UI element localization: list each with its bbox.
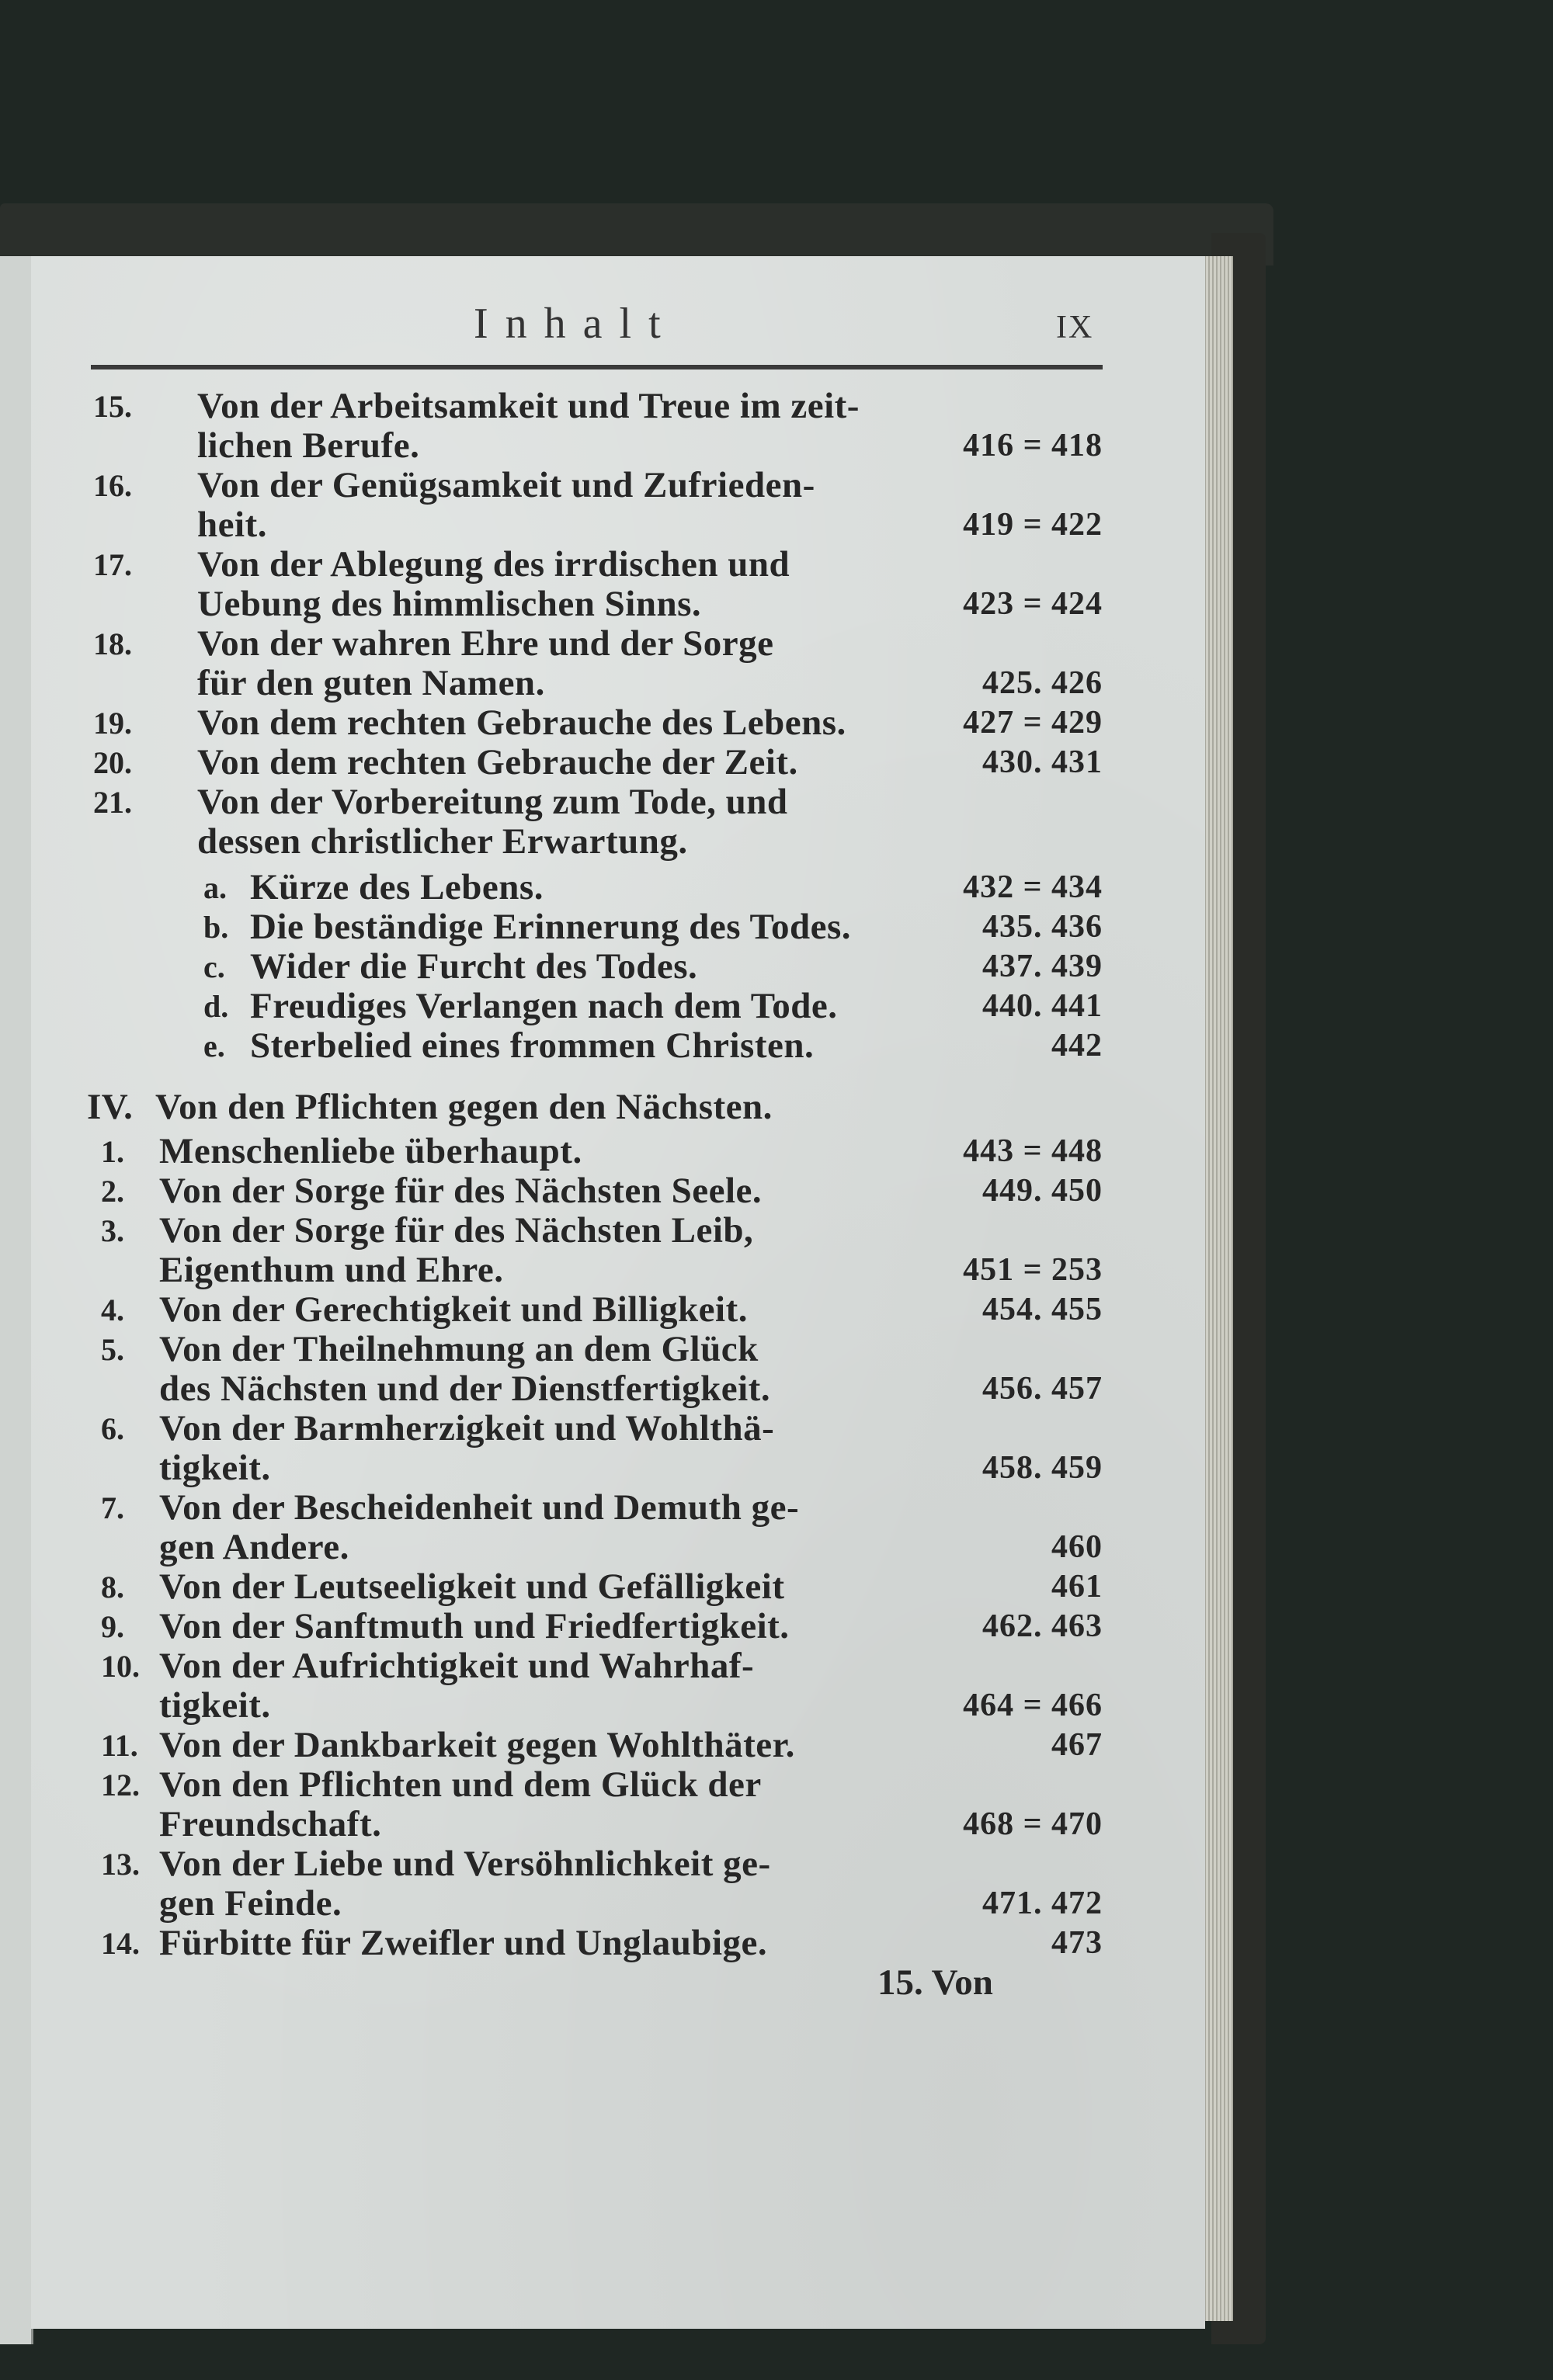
header-rule [91, 365, 1103, 369]
subentry-letter: a. [203, 870, 227, 905]
toc-line [0, 1290, 1242, 1330]
subentry-letter: e. [203, 1029, 225, 1063]
entry-title: Von der Sorge für des Nächsten Seele. [159, 1171, 763, 1211]
toc-line [0, 1026, 1242, 1066]
entry-number: 1. [101, 1134, 124, 1169]
subentry-pages: 435. 436 [982, 909, 1103, 945]
entry-number: 20. [93, 745, 132, 780]
entry-title: Von der Liebe und Versöhnlichkeit ge- [159, 1844, 771, 1884]
entry-title: Von der Leutseeligkeit und Gefälligkeit [159, 1566, 785, 1607]
toc-line [0, 1409, 1242, 1448]
toc-line [0, 868, 1242, 907]
entry-title: gen Andere. [159, 1527, 349, 1567]
toc-line [0, 1805, 1242, 1844]
entry-title: Von der Sorge für des Nächsten Leib, [159, 1210, 754, 1251]
toc-line [0, 1607, 1242, 1646]
entry-pages: 451 = 253 [963, 1252, 1103, 1288]
entry-title: tigkeit. [159, 1685, 271, 1726]
toc-line [0, 387, 1242, 426]
entry-number: 11. [101, 1728, 138, 1763]
entry-pages: 443 = 448 [963, 1133, 1103, 1169]
entry-title: Eigenthum und Ehre. [159, 1250, 504, 1290]
section-number: IV. [87, 1087, 134, 1127]
entry-title: Uebung des himmlischen Sinns. [197, 584, 702, 624]
entry-number: 2. [101, 1174, 124, 1209]
entry-title: des Nächsten und der Dienstfertigkeit. [159, 1369, 771, 1409]
entry-number: 19. [93, 706, 132, 741]
subentry-title: Kürze des Lebens. [250, 867, 544, 907]
entry-title: Fürbitte für Zweifler und Unglaubige. [159, 1923, 768, 1963]
page-number: IX [1056, 310, 1094, 345]
entry-number: 17. [93, 547, 132, 582]
toc-line [0, 1528, 1242, 1567]
entry-title: Von der Vorbereitung zum Tode, und [197, 782, 788, 822]
entry-number: 9. [101, 1609, 124, 1644]
toc-line [0, 1726, 1242, 1765]
entry-title: Freundschaft. [159, 1804, 382, 1844]
toc-line [0, 545, 1242, 585]
entry-pages: 430. 431 [982, 744, 1103, 780]
toc-line [0, 1567, 1242, 1607]
entry-title: gen Feinde. [159, 1883, 342, 1924]
toc-line [0, 743, 1242, 782]
toc-line [0, 782, 1242, 822]
toc-line [0, 1488, 1242, 1528]
toc-line [0, 426, 1242, 466]
entry-title: Von dem rechten Gebrauche der Zeit. [197, 742, 798, 782]
entry-title: Von dem rechten Gebrauche des Lebens. [197, 703, 846, 743]
toc-line [0, 907, 1242, 947]
entry-title: Von der Sanftmuth und Friedfertigkeit. [159, 1606, 790, 1646]
subentry-pages: 442 [1051, 1028, 1103, 1063]
entry-number: 15. [93, 389, 132, 424]
entry-number: 5. [101, 1332, 124, 1367]
toc-line [0, 1251, 1242, 1290]
toc-line [0, 1211, 1242, 1251]
entry-pages: 425. 426 [982, 665, 1103, 701]
entry-number: 13. [101, 1847, 140, 1882]
toc-line [0, 1132, 1242, 1171]
entry-title: Von der Arbeitsamkeit und Treue im zeit- [197, 386, 860, 426]
toc-line [0, 1646, 1242, 1686]
entry-title: Von der wahren Ehre und der Sorge [197, 623, 774, 664]
toc-line [0, 947, 1242, 987]
toc-line [0, 822, 1242, 862]
toc-line [0, 1686, 1242, 1726]
entry-pages: 456. 457 [982, 1371, 1103, 1407]
entry-pages: 464 = 466 [963, 1688, 1103, 1723]
subentry-title: Die beständige Erinnerung des Todes. [250, 907, 852, 947]
entry-pages: 423 = 424 [963, 586, 1103, 622]
entry-pages: 462. 463 [982, 1608, 1103, 1644]
entry-title: Von der Bescheidenheit und Demuth ge- [159, 1487, 800, 1528]
table-of-contents [0, 387, 1242, 2003]
entry-pages: 416 = 418 [963, 428, 1103, 463]
entry-pages: 471. 472 [982, 1886, 1103, 1921]
toc-line [0, 1171, 1242, 1211]
entry-pages: 467 [1051, 1727, 1103, 1763]
entry-pages: 449. 450 [982, 1173, 1103, 1209]
running-head-title: Inhalt [474, 300, 678, 348]
entry-title: Von der Dankbarkeit gegen Wohlthäter. [159, 1725, 795, 1765]
entry-number: 12. [101, 1768, 140, 1802]
subentry-pages: 437. 439 [982, 949, 1103, 984]
entry-number: 7. [101, 1490, 124, 1525]
subentry-letter: d. [203, 989, 229, 1024]
entry-number: 21. [93, 785, 132, 820]
entry-pages: 427 = 429 [963, 705, 1103, 741]
section-title: Von den Pflichten gegen den Nächsten. [155, 1087, 773, 1127]
entry-title: Von der Barmherzigkeit und Wohlthä- [159, 1408, 775, 1448]
toc-line [0, 585, 1242, 624]
toc-line [0, 664, 1242, 703]
toc-line [0, 624, 1242, 664]
entry-number: 8. [101, 1570, 124, 1605]
entry-title: Von der Gerechtigkeit und Billigkeit. [159, 1289, 748, 1330]
toc-line [0, 1765, 1242, 1805]
subentry-pages: 440. 441 [982, 988, 1103, 1024]
entry-title: Von der Genügsamkeit und Zufrieden- [197, 465, 815, 505]
subentry-title: Sterbelied eines frommen Christen. [250, 1025, 815, 1066]
entry-pages: 454. 455 [982, 1292, 1103, 1327]
toc-line [0, 1924, 1242, 1963]
subentry-letter: b. [203, 910, 229, 945]
toc-line [0, 1448, 1242, 1488]
toc-line [0, 1963, 1242, 2003]
entry-title: für den guten Namen. [197, 663, 545, 703]
entry-title: Von der Ablegung des irrdischen und [197, 544, 790, 585]
entry-pages: 473 [1051, 1925, 1103, 1961]
toc-line [0, 505, 1242, 545]
entry-pages: 461 [1051, 1569, 1103, 1605]
entry-title: lichen Berufe. [197, 425, 420, 466]
entry-title: heit. [197, 505, 267, 545]
subentry-title: Wider die Furcht des Todes. [250, 946, 698, 987]
toc-line [0, 1844, 1242, 1884]
toc-line [0, 1369, 1242, 1409]
entry-title: Von der Aufrichtigkeit und Wahrhaf- [159, 1646, 755, 1686]
entry-number: 6. [101, 1411, 124, 1446]
subentry-pages: 432 = 434 [963, 869, 1103, 905]
entry-title: Von den Pflichten und dem Glück der [159, 1764, 762, 1805]
entry-number: 14. [101, 1926, 140, 1961]
entry-number: 4. [101, 1292, 124, 1327]
entry-title: Menschenliebe überhaupt. [159, 1131, 582, 1171]
entry-title: tigkeit. [159, 1448, 271, 1488]
toc-line [0, 1330, 1242, 1369]
toc-line [0, 987, 1242, 1026]
subentry-letter: c. [203, 949, 225, 984]
entry-title: Von der Theilnehmung an dem Glück [159, 1329, 759, 1369]
toc-line [0, 703, 1242, 743]
entry-title: dessen christlicher Erwartung. [197, 821, 688, 862]
toc-line [0, 466, 1242, 505]
entry-number: 3. [101, 1213, 124, 1248]
entry-number: 18. [93, 626, 132, 661]
toc-line [0, 1884, 1242, 1924]
entry-pages: 458. 459 [982, 1450, 1103, 1486]
entry-number: 10. [101, 1649, 140, 1684]
entry-pages: 468 = 470 [963, 1806, 1103, 1842]
entry-pages: 460 [1051, 1529, 1103, 1565]
catchword: 15. Von [877, 1962, 993, 2003]
entry-pages: 419 = 422 [963, 507, 1103, 543]
section-heading [0, 1088, 1242, 1127]
entry-number: 16. [93, 468, 132, 503]
subentry-title: Freudiges Verlangen nach dem Tode. [250, 986, 838, 1026]
